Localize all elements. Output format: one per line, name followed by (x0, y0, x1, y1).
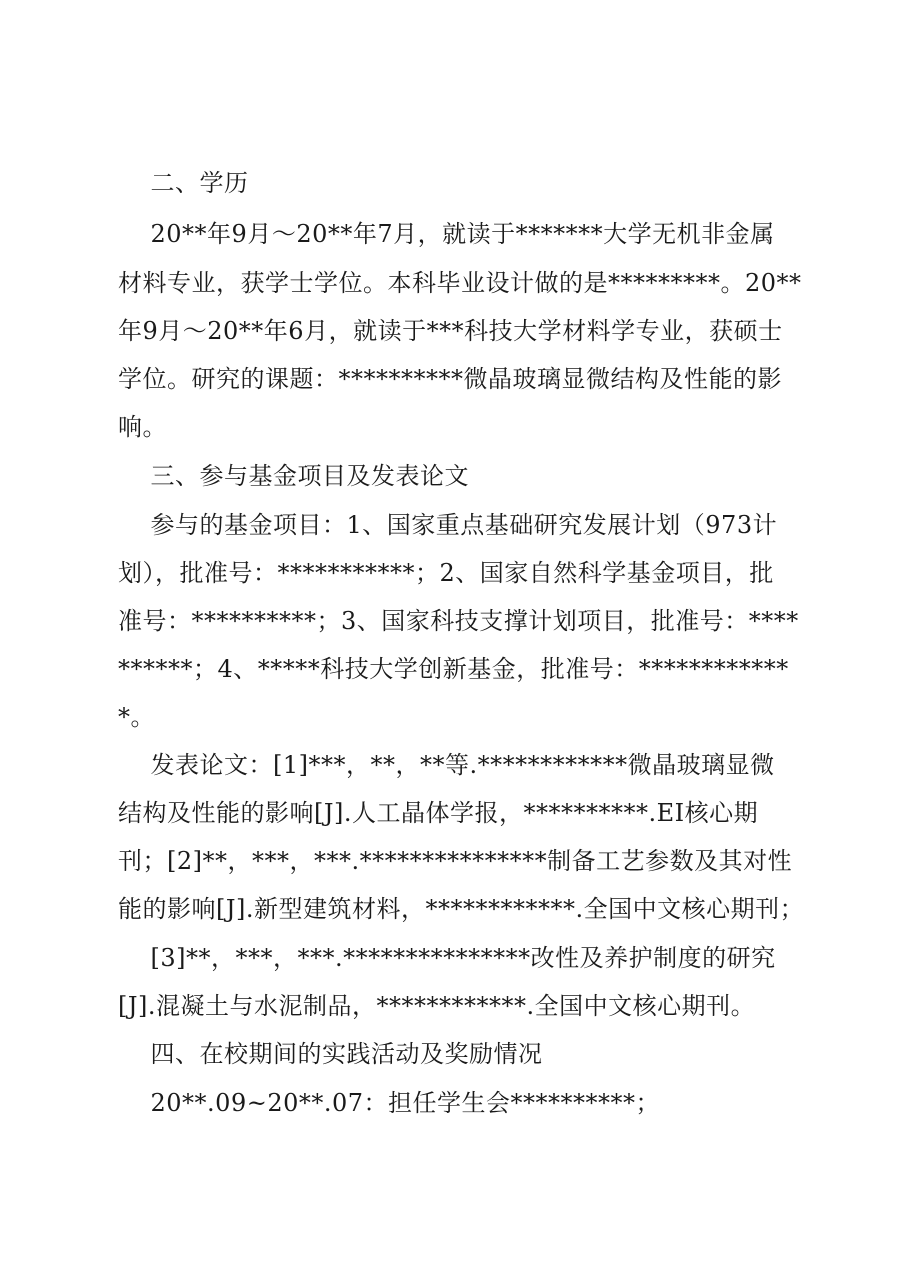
section-heading-activities: 四、在校期间的实践活动及奖励情况 (118, 1040, 543, 1068)
body-line: 准号：**********；3、国家科技支撑计划项目，批准号：**** (118, 607, 799, 635)
body-line: 划），批准号：***********；2、国家自然科学基金项目，批 (118, 559, 774, 587)
body-line: [J].混凝土与水泥制品，************.全国中文核心期刊。 (118, 992, 756, 1020)
body-line: 刊；[2]**，***，***.***************制备工艺参数及其对性 (118, 847, 793, 875)
body-line: 20**年9月～20**年7月，就读于*******大学无机非金属 (118, 220, 775, 248)
section-heading-education: 二、学历 (118, 169, 249, 197)
body-line: 结构及性能的影响[J].人工晶体学报，**********.EI核心期 (118, 799, 759, 827)
body-line: 能的影响[J].新型建筑材料，************.全国中文核心期刊； (118, 895, 805, 923)
body-line: 学位。研究的课题：**********微晶玻璃显微结构及性能的影 (118, 365, 782, 393)
body-line: *。 (118, 703, 155, 731)
body-line: 20**.09~20**.07：担任学生会**********； (118, 1089, 661, 1117)
body-line: 年9月～20**年6月，就读于***科技大学材料学专业，获硕士 (118, 317, 783, 345)
body-line: [3]**，***，***.***************改性及养护制度的研究 (118, 944, 776, 972)
body-line: ******；4、*****科技大学创新基金，批准号：************ (118, 655, 789, 683)
body-line: 参与的基金项目：1、国家重点基础研究发展计划（973计 (118, 511, 778, 539)
body-line: 发表论文：[1]***，**，**等.************微晶玻璃显微 (118, 751, 775, 779)
body-line: 响。 (118, 413, 167, 441)
body-line: 材料专业，获学士学位。本科毕业设计做的是*********。20** (118, 269, 802, 297)
section-heading-projects: 三、参与基金项目及发表论文 (118, 462, 470, 490)
